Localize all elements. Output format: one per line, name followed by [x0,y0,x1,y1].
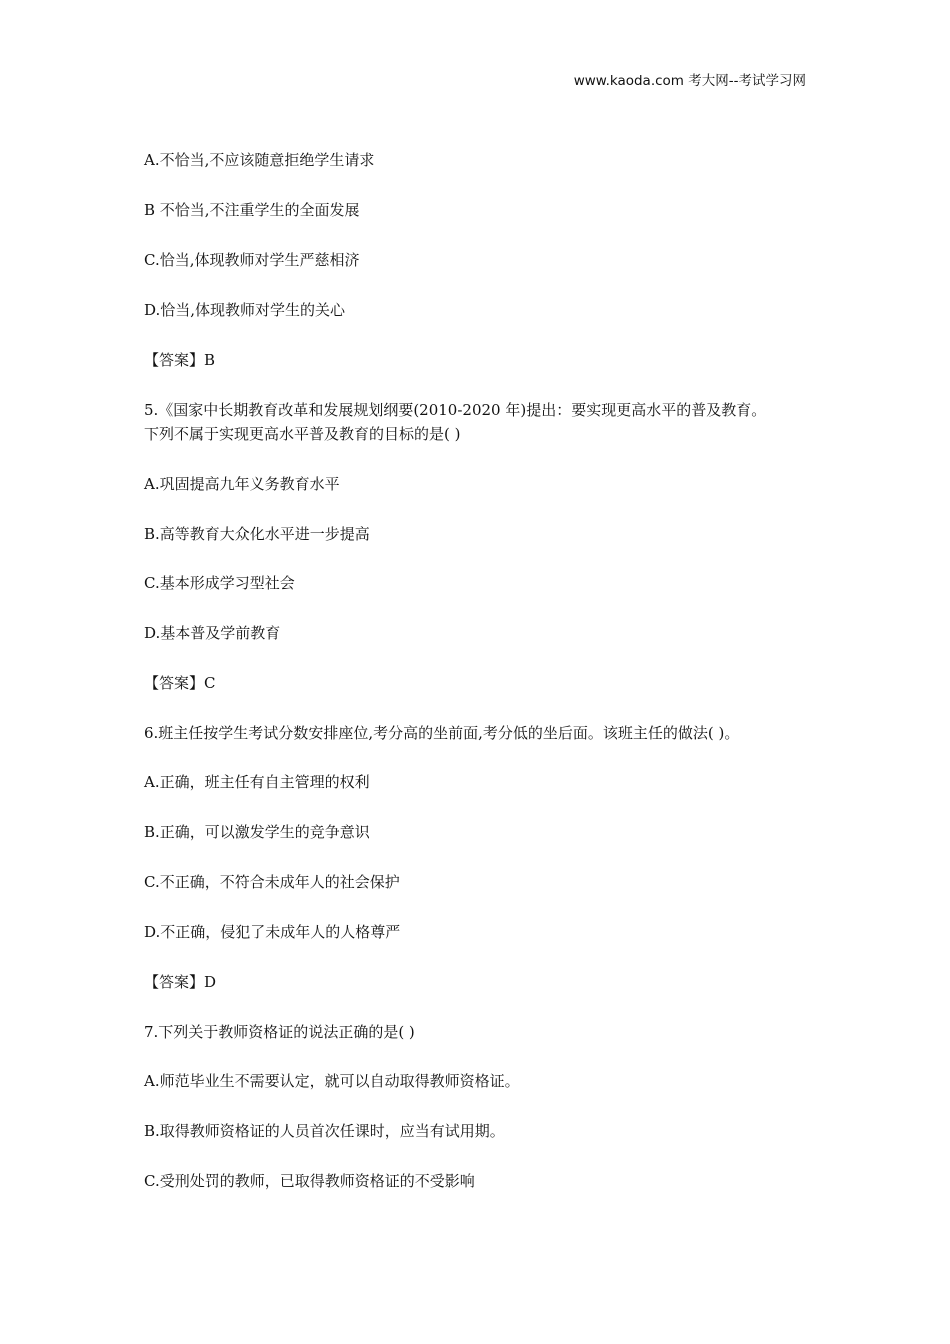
option-c-q7: C.受刑处罚的教师，已取得教师资格证的不受影响 [144,1172,475,1190]
option-c-q4: C.恰当,体现教师对学生严慈相济 [144,251,360,269]
option-a-q6: A.正确，班主任有自主管理的权利 [144,773,370,791]
option-b-q6: B.正确，可以激发学生的竞争意识 [144,823,370,841]
option-a-q5: A.巩固提高九年义务教育水平 [144,475,340,493]
option-c-q6: C.不正确，不符合未成年人的社会保护 [144,873,400,891]
question-5-line-1: 5.《国家中长期教育改革和发展规划纲要(2010-2020 年)提出：要实现更高水平的普及教育。 [144,401,767,419]
site-header: www.kaoda.com 考大网--考试学习网 [573,73,806,89]
question-6: 6.班主任按学生考试分数安排座位,考分高的坐前面,考分低的坐后面。该班主任的做法( )。 [144,724,740,742]
option-b-q7: B.取得教师资格证的人员首次任课时，应当有试用期。 [144,1122,505,1140]
question-7: 7.下列关于教师资格证的说法正确的是( ) [144,1023,415,1041]
option-a-q7: A.师范毕业生不需要认定，就可以自动取得教师资格证。 [144,1072,520,1090]
option-c-q5: C.基本形成学习型社会 [144,574,295,592]
option-d-q5: D.基本普及学前教育 [144,624,281,642]
option-b-q4: B 不恰当,不注重学生的全面发展 [144,201,360,219]
answer-q5: 【答案】C [144,674,216,692]
option-d-q6: D.不正确，侵犯了未成年人的人格尊严 [144,923,401,941]
option-a-q4: A.不恰当,不应该随意拒绝学生请求 [144,151,375,169]
option-b-q5: B.高等教育大众化水平进一步提高 [144,525,370,543]
answer-q4: 【答案】B [144,351,216,369]
answer-q6: 【答案】D [144,973,217,991]
option-d-q4: D.恰当,体现教师对学生的关心 [144,301,346,319]
question-5-line-2: 下列不属于实现更高水平普及教育的目标的是( ) [144,425,461,443]
